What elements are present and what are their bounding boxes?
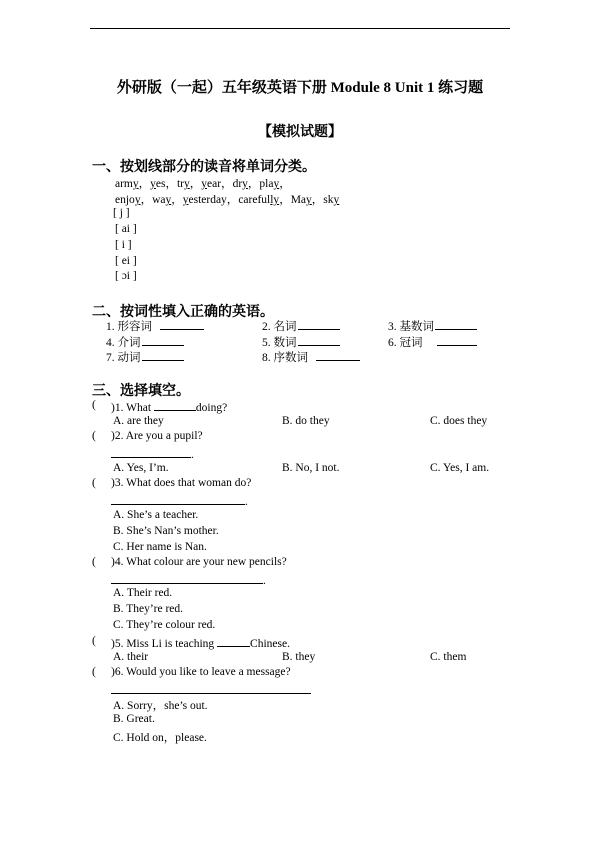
word: way， (152, 194, 183, 206)
top-rule (90, 28, 510, 29)
pos-item-preposition: 4. 介词 (106, 334, 184, 350)
pos-item-ordinal: 8. 序数词 (262, 349, 360, 365)
answer-blank[interactable] (435, 318, 477, 330)
word: May， (290, 194, 324, 206)
q6-option-c[interactable]: C. Hold on，please. (113, 732, 207, 744)
q6-paren: ( (92, 666, 96, 678)
q4-option-c[interactable]: C. They’re colour red. (113, 619, 216, 631)
q5-question: )5. Miss Li is teaching Chinese. (111, 635, 290, 650)
section-2-heading: 二、按词性填入正确的英语。 (92, 305, 274, 320)
q3-option-b[interactable]: B. She’s Nan’s mother. (113, 525, 219, 537)
q2-paren: ( (92, 430, 96, 442)
word: dry， (232, 178, 260, 190)
answer-blank[interactable] (298, 334, 340, 346)
answer-blank[interactable] (316, 349, 360, 361)
answer-blank[interactable] (111, 572, 263, 584)
answer-blank[interactable] (437, 334, 477, 346)
q5-option-b[interactable]: B. they (282, 651, 316, 663)
word: carefully， (238, 194, 291, 206)
word-row-1 (115, 175, 291, 191)
pos-item-verb: 7. 动词 (106, 349, 184, 365)
answer-blank[interactable] (111, 682, 311, 694)
word-row-2 (115, 191, 339, 207)
word: army， (115, 178, 151, 190)
answer-blank[interactable] (217, 635, 250, 647)
section-3-heading: 三、选择填空。 (92, 384, 190, 399)
word: yes， (150, 178, 177, 190)
answer-blank[interactable] (111, 446, 191, 458)
q2-question: )2. Are you a pupil? (111, 430, 203, 442)
section-1-heading: 一、按划线部分的读音将单词分类。 (92, 160, 316, 175)
word: try， (176, 178, 202, 190)
word: sky (323, 194, 340, 206)
pos-item-noun: 2. 名词 (262, 318, 340, 334)
q4-option-a[interactable]: A. Their red. (113, 587, 173, 599)
q1-question: )1. What doing? (111, 399, 227, 414)
q4-answer-line: . (111, 572, 266, 587)
q3-option-a[interactable]: A. She’s a teacher. (113, 509, 199, 521)
q6-option-b[interactable]: B. Great. (113, 713, 155, 725)
answer-blank[interactable] (160, 318, 204, 330)
q1-option-a[interactable]: A. are they (113, 415, 164, 427)
answer-blank[interactable] (142, 334, 184, 346)
q4-question: )4. What colour are your new pencils? (111, 556, 287, 568)
answer-blank[interactable] (142, 349, 184, 361)
pos-item-adjective: 1. 形容词 (106, 318, 204, 334)
pos-item-cardinal: 3. 基数词 (388, 318, 477, 334)
phonetic-i: [ i ] (115, 239, 132, 251)
word: enjoy， (115, 194, 153, 206)
answer-blank[interactable] (111, 493, 245, 505)
q2-answer-line: . (111, 446, 194, 461)
phonetic-j: [ j ] (113, 207, 130, 219)
q6-answer-line (111, 682, 311, 697)
word: year， (201, 178, 233, 190)
q6-question: )6. Would you like to leave a message? (111, 666, 291, 678)
q4-paren: ( (92, 556, 96, 568)
q6-option-a[interactable]: A. Sorry，she’s out. (113, 700, 208, 712)
answer-blank[interactable] (154, 399, 196, 411)
q5-option-a[interactable]: A. their (113, 651, 149, 663)
phonetic-ai: [ ai ] (115, 223, 137, 235)
q3-option-c[interactable]: C. Her name is Nan. (113, 541, 207, 553)
q1-option-c[interactable]: C. does they (430, 415, 488, 427)
answer-blank[interactable] (298, 318, 340, 330)
page-subtitle: 【模拟试题】 (258, 125, 342, 140)
q5-paren: ( (92, 635, 96, 647)
page-title: 外研版（一起）五年级英语下册 Module 8 Unit 1 练习题 (116, 80, 484, 96)
q2-option-c[interactable]: C. Yes, I am. (430, 462, 490, 474)
q2-option-b[interactable]: B. No, I not. (282, 462, 340, 474)
q3-answer-line: . (111, 493, 248, 508)
pos-item-numeral: 5. 数词 (262, 334, 340, 350)
phonetic-ei: [ ei ] (115, 255, 137, 267)
q2-option-a[interactable]: A. Yes, I’m. (113, 462, 169, 474)
q5-option-c[interactable]: C. them (430, 651, 467, 663)
q1-option-b[interactable]: B. do they (282, 415, 330, 427)
word: play， (259, 178, 291, 190)
q3-paren: ( (92, 477, 96, 489)
q3-question: )3. What does that woman do? (111, 477, 252, 489)
pos-item-article: 6. 冠词 (388, 334, 477, 350)
q1-paren: ( (92, 399, 96, 411)
q4-option-b[interactable]: B. They’re red. (113, 603, 184, 615)
word: yesterday， (182, 194, 239, 206)
phonetic-oi: [ ɔi ] (115, 270, 137, 282)
